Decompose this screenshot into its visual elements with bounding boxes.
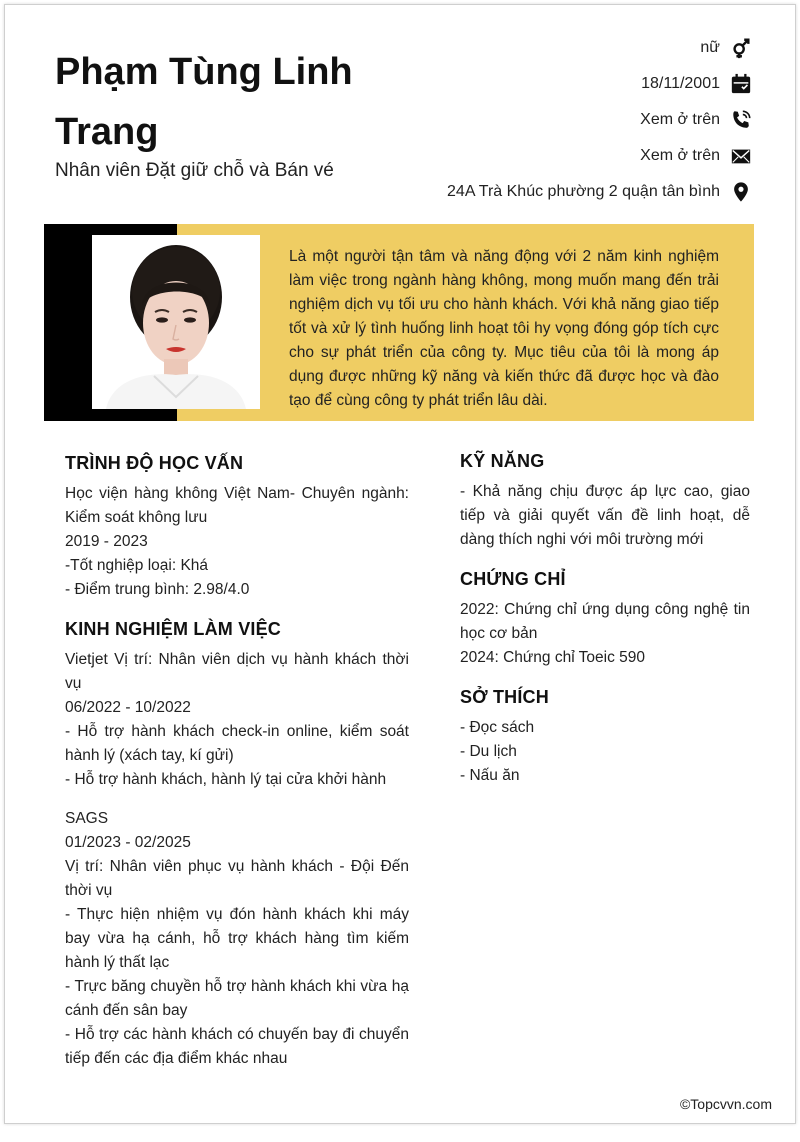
- experience-line: - Hỗ trợ hành khách, hành lý tại cửa khởi hành: [65, 771, 387, 788]
- hobby-line: - Nấu ăn: [460, 767, 520, 784]
- skills-section: [460, 448, 750, 552]
- skills-title: KỸ NĂNG: [460, 451, 545, 471]
- contact-phone: [372, 102, 752, 138]
- birthday-value: 18/11/2001: [641, 75, 720, 92]
- hobby-line: - Đọc sách: [460, 719, 535, 736]
- experience-line: Vị trí: Nhân viên phục vụ hành khách - Đội Đến thời vụ: [65, 858, 409, 899]
- experience-line: - Thực hiện nhiệm vụ đón hành khách khi máy bay vừa hạ cánh, hỗ trợ khách hàng tìm kiếm hành lý thất lạc: [65, 906, 409, 971]
- contact-email: [372, 138, 752, 174]
- experience-job-1: [65, 648, 409, 792]
- hobbies-body: [460, 716, 750, 788]
- footer-brand: ©Topcvvn.com: [679, 1096, 772, 1112]
- hobbies-section: [460, 684, 750, 788]
- candidate-name: Phạm Tùng Linh Trang: [55, 51, 353, 153]
- experience-line: - Hỗ trợ hành khách check-in online, kiểm soát hành lý (xách tay, kí gửi): [65, 723, 409, 764]
- certificates-title: CHỨNG CHỈ: [460, 569, 566, 589]
- job-title: Nhân viên Đặt giữ chỗ và Bán vé: [55, 160, 334, 181]
- skills-line: - Khả năng chịu được áp lực cao, giao tiếp và giải quyết vấn đề linh hoạt, dễ dàng thích nghi với môi trường mới: [460, 483, 750, 548]
- email-value: Xem ở trên: [640, 147, 720, 164]
- certificates-section: [460, 566, 750, 670]
- certificate-line: 2024: Chứng chỉ Toeic 590: [460, 649, 646, 666]
- certificate-line: 2022: Chứng chỉ ứng dụng công nghệ tin học cơ bản: [460, 601, 750, 642]
- mail-icon: [730, 145, 752, 167]
- gender-icon: [730, 37, 752, 59]
- left-column: [65, 450, 409, 1085]
- career-objective: Là một người tận tâm và năng động với 2 năm kinh nghiệm làm việc trong ngành hàng không, mong muốn mang đến trải nghiệm dịch vụ tối ưu cho hành khách. Với khả năng giao tiếp tốt và xử lý tình huống linh hoạt tôi hy vọng đóng góp tích cực cho sự phát triển của công ty. Mục tiêu của tôi là mong áp dụng được những kỹ năng và kiến thức đã được học và đào tạo để cùng công ty phát triển lâu dài.: [289, 248, 719, 409]
- right-column: [460, 448, 750, 802]
- education-line: -Tốt nghiệp loại: Khá: [65, 557, 209, 574]
- education-line: Học viện hàng không Việt Nam- Chuyên ngành: Kiểm soát không lưu: [65, 485, 409, 526]
- gender-value: nữ: [700, 39, 720, 56]
- contact-address: [372, 174, 752, 210]
- hobbies-title: SỞ THÍCH: [460, 687, 549, 707]
- experience-line: Vietjet Vị trí: Nhân viên dịch vụ hành khách thời vụ: [65, 651, 409, 692]
- phone-icon: [730, 109, 752, 131]
- location-pin-icon: [730, 181, 752, 203]
- hobby-line: - Du lịch: [460, 743, 517, 760]
- education-line: 2019 - 2023: [65, 533, 148, 550]
- profile-photo: [92, 235, 260, 409]
- experience-line: - Trực băng chuyền hỗ trợ hành khách khi vừa hạ cánh đến sân bay: [65, 978, 409, 1019]
- skills-body: [460, 480, 750, 552]
- education-body: [65, 482, 409, 602]
- contact-gender: [372, 30, 752, 66]
- phone-value: Xem ở trên: [640, 111, 720, 128]
- education-title: TRÌNH ĐỘ HỌC VẤN: [65, 453, 244, 473]
- address-value: 24A Trà Khúc phường 2 quận tân bình: [447, 183, 720, 200]
- contact-info: [372, 30, 752, 210]
- experience-title: KINH NGHIỆM LÀM VIỆC: [65, 619, 282, 639]
- job-spacer: [65, 792, 409, 807]
- experience-line: 01/2023 - 02/2025: [65, 834, 191, 851]
- experience-section: [65, 616, 409, 1071]
- contact-birthday: [372, 66, 752, 102]
- experience-line: - Hỗ trợ các hành khách có chuyến bay đi chuyển tiếp đến các địa điểm khác nhau: [65, 1026, 409, 1067]
- calendar-icon: [730, 73, 752, 95]
- experience-job-2: [65, 807, 409, 1071]
- certificates-body: [460, 598, 750, 670]
- experience-line: SAGS: [65, 810, 109, 827]
- education-section: [65, 450, 409, 602]
- education-line: - Điểm trung bình: 2.98/4.0: [65, 581, 250, 598]
- experience-line: 06/2022 - 10/2022: [65, 699, 191, 716]
